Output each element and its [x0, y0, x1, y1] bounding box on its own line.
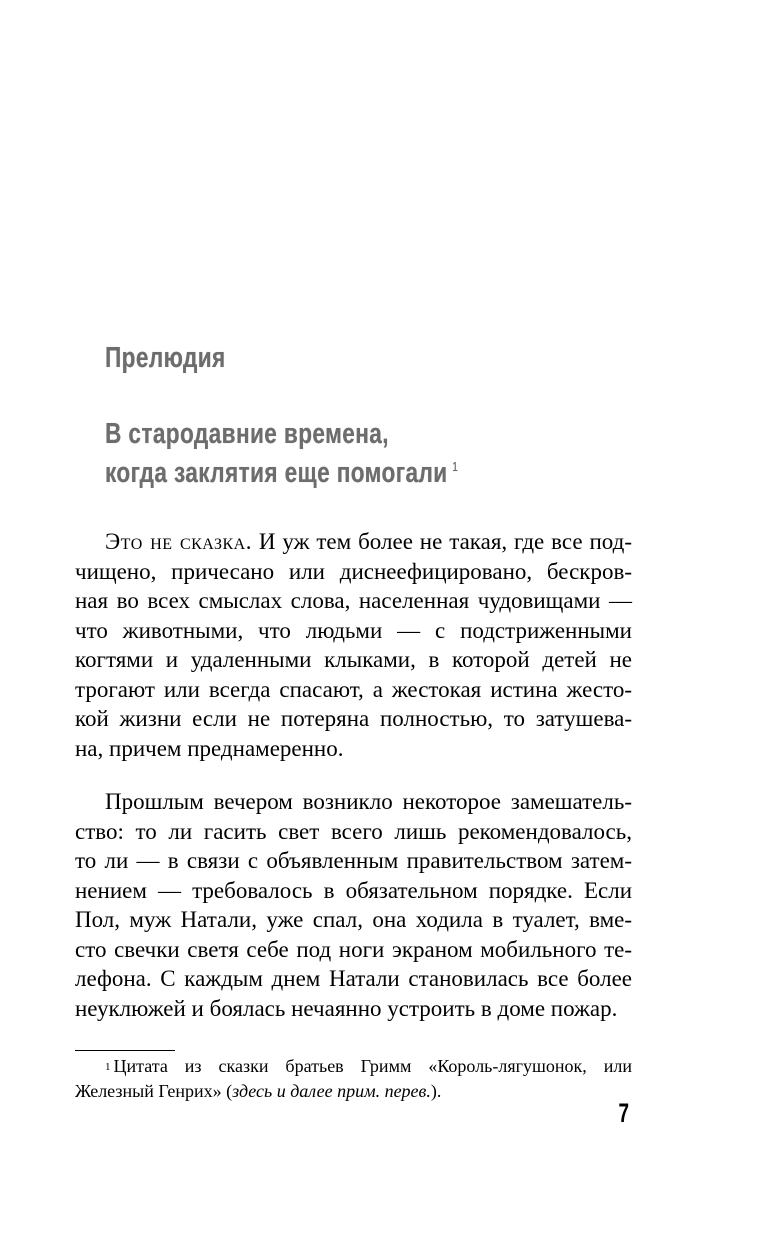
paragraph-2-line-4: нением — требовалось в обязательном порядке. Если	[75, 877, 632, 903]
subtitle-footnote-mark[interactable]: 1	[452, 459, 459, 474]
footnote-italic-note: здесь и далее прим. перев.	[232, 1081, 431, 1101]
footnote-divider	[75, 1050, 175, 1051]
paragraph-1-line-6: трогают или всегда спасают, а жестокая истина жесто-	[75, 676, 632, 702]
paragraph-2	[75, 787, 632, 1023]
paragraph-1-line-1-text: И уж тем более не такая, где все под-	[251, 529, 633, 554]
paragraph-1-line-1	[75, 527, 632, 557]
footnote-mark: 1	[105, 1061, 111, 1073]
footnote	[75, 1054, 632, 1104]
page-number: 7	[618, 1098, 629, 1128]
paragraph-1-line-4: что животными, что людьми — с подстриженными	[75, 617, 632, 643]
footnote-line-1	[75, 1054, 632, 1079]
chapter-subtitle-line2-text: когда заклятия еще помогали	[105, 457, 448, 489]
paragraph-2-line-1: Прошлым вечером возникло некоторое замешатель-	[105, 789, 632, 814]
paragraph-1	[75, 527, 632, 763]
paragraph-1-lead: Это не сказка.	[105, 529, 252, 554]
paragraph-1-line-7: кой жизни если не потеряна полностью, то затушева-	[75, 706, 632, 731]
paragraph-2-line-8: неуклюжей и боялась нечаянно устроить в доме пожар.	[75, 995, 618, 1021]
footnote-line-2-start: Железный Генрих» (	[75, 1081, 233, 1101]
paragraph-2-line-3: то ли — в связи с объявленным правительством затем-	[75, 848, 632, 873]
paragraph-1-line-3: ная во всех смыслах слова, населенная чудовищами —	[75, 588, 632, 613]
chapter-subtitle-line2	[105, 457, 458, 490]
chapter-subtitle-line1: В стародавние времена,	[105, 418, 389, 450]
chapter-title: Прелюдия	[105, 342, 226, 374]
paragraph-2-line-6: сто свечки светя себе под ноги экраном мобильного те-	[75, 936, 632, 962]
footnote-line-2	[75, 1079, 632, 1104]
footnote-line-1-text: Цитата из сказки братьев Гримм «Король-лягушонок, или	[113, 1056, 632, 1076]
paragraph-2-line-2: ство: то ли гасить свет всего лишь рекомендовалось,	[75, 818, 632, 844]
paragraph-1-line-8: на, причем преднамеренно.	[75, 735, 344, 761]
paragraph-1-line-2: чищено, причесано или диснеефицировано, бескров-	[75, 558, 632, 584]
footnote-line-2-end: ).	[430, 1081, 442, 1101]
paragraph-1-line-5: когтями и удаленными клыками, в которой детей не	[75, 647, 632, 672]
paragraph-2-line-7: лефона. С каждым днем Натали становилась все более	[75, 966, 632, 991]
paragraph-2-line-5: Пол, муж Натали, уже спал, она ходила в туалет, вме-	[75, 907, 632, 932]
